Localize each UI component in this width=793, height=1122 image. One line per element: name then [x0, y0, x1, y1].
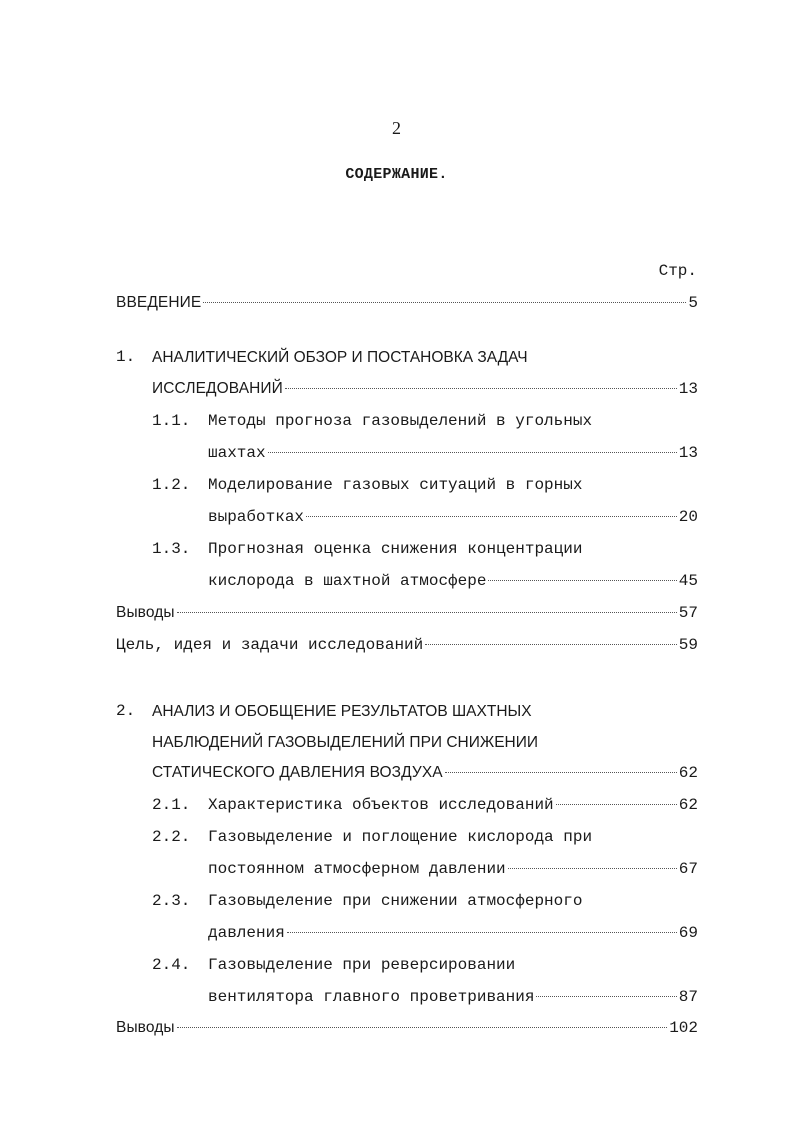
toc-entry-conclusions-1[interactable] [116, 604, 698, 628]
toc-entry-s23[interactable] [208, 924, 698, 948]
leader-dots [508, 868, 677, 869]
leader-dots [536, 996, 676, 997]
toc-entry-ch2[interactable] [152, 764, 698, 788]
toc-page-number: 20 [678, 508, 698, 526]
toc-entry-s21[interactable] [208, 796, 698, 820]
toc-page-number: 5 [688, 294, 698, 312]
toc-entry-text: Выводы [116, 604, 175, 621]
toc-entry-s24[interactable] [208, 988, 698, 1012]
toc-entry-text: выработках [208, 508, 305, 526]
toc-entry-text: вентилятора главного проветривания [208, 988, 535, 1006]
toc-page-number: 57 [678, 604, 698, 622]
toc-page-number: 13 [678, 444, 698, 462]
toc-entry-text: давления [208, 924, 285, 942]
toc-entry-intro[interactable] [116, 294, 698, 318]
toc-entry-conclusions-2[interactable] [116, 1019, 698, 1043]
toc-section-number: 1.3. [152, 540, 191, 558]
toc-entry-s13[interactable] [208, 572, 698, 596]
toc-section-title[interactable]: Газовыделение и поглощение кислорода при [208, 828, 593, 846]
toc-entry-text: ИССЛЕДОВАНИЙ [152, 380, 283, 397]
toc-section-title[interactable]: Прогнозная оценка снижения концентрации [208, 540, 583, 558]
leader-dots [177, 612, 677, 613]
toc-chapter-title[interactable]: АНАЛИЗ И ОБОБЩЕНИЕ РЕЗУЛЬТАТОВ ШАХТНЫХ [152, 703, 532, 720]
toc-section-title[interactable]: Газовыделение при снижении атмосферного [208, 892, 583, 910]
toc-section-number: 2.1. [152, 796, 191, 814]
leader-dots [177, 1027, 668, 1028]
page-title: СОДЕРЖАНИЕ. [345, 166, 448, 183]
leader-dots [287, 932, 677, 933]
leader-dots [268, 452, 677, 453]
toc-page-number: 102 [669, 1019, 698, 1037]
toc-chapter-title[interactable]: АНАЛИТИЧЕСКИЙ ОБЗОР И ПОСТАНОВКА ЗАДАЧ [152, 349, 528, 366]
toc-chapter-number: 2. [116, 702, 136, 720]
toc-entry-goal[interactable] [116, 636, 698, 660]
toc-entry-text: Выводы [116, 1019, 175, 1036]
toc-entry-text: шахтах [208, 444, 266, 462]
toc-page-number: 45 [678, 572, 698, 590]
leader-dots [285, 388, 677, 389]
toc-page-number: 62 [678, 764, 698, 782]
leader-dots [425, 644, 677, 645]
toc-page-number: 69 [678, 924, 698, 942]
toc-chapter-number: 1. [116, 348, 136, 366]
toc-section-number: 1.2. [152, 476, 191, 494]
toc-page-number: 87 [678, 988, 698, 1006]
toc-entry-text: СТАТИЧЕСКОГО ДАВЛЕНИЯ ВОЗДУХА [152, 764, 443, 781]
toc-entry-text: Цель, идея и задачи исследований [116, 636, 424, 654]
leader-dots [203, 302, 686, 303]
toc-entry-text: ВВЕДЕНИЕ [116, 294, 202, 311]
toc-section-number: 1.1. [152, 412, 191, 430]
page-column-header: Стр. [658, 262, 697, 280]
toc-entry-ch1[interactable] [152, 380, 698, 404]
leader-dots [556, 804, 677, 805]
leader-dots [445, 772, 677, 773]
toc-entry-text: Характеристика объектов исследований [208, 796, 554, 814]
toc-entry-s11[interactable] [208, 444, 698, 468]
toc-chapter-title-cont[interactable]: НАБЛЮДЕНИЙ ГАЗОВЫДЕЛЕНИЙ ПРИ СНИЖЕНИИ [152, 734, 539, 751]
toc-entry-s12[interactable] [208, 508, 698, 532]
toc-section-title[interactable]: Моделирование газовых ситуаций в горных [208, 476, 583, 494]
leader-dots [488, 580, 676, 581]
page-number: 2 [392, 118, 401, 138]
toc-section-number: 2.4. [152, 956, 191, 974]
toc-section-title[interactable]: Газовыделение при реверсировании [208, 956, 516, 974]
toc-section-number: 2.3. [152, 892, 191, 910]
toc-entry-s22[interactable] [208, 860, 698, 884]
toc-section-title[interactable]: Методы прогноза газовыделений в угольных [208, 412, 593, 430]
leader-dots [306, 516, 677, 517]
toc-page-number: 67 [678, 860, 698, 878]
toc-page-number: 13 [678, 380, 698, 398]
toc-page-number: 62 [678, 796, 698, 814]
toc-entry-text: кислорода в шахтной атмосфере [208, 572, 487, 590]
toc-page-number: 59 [678, 636, 698, 654]
toc-section-number: 2.2. [152, 828, 191, 846]
toc-entry-text: постоянном атмосферном давлении [208, 860, 506, 878]
